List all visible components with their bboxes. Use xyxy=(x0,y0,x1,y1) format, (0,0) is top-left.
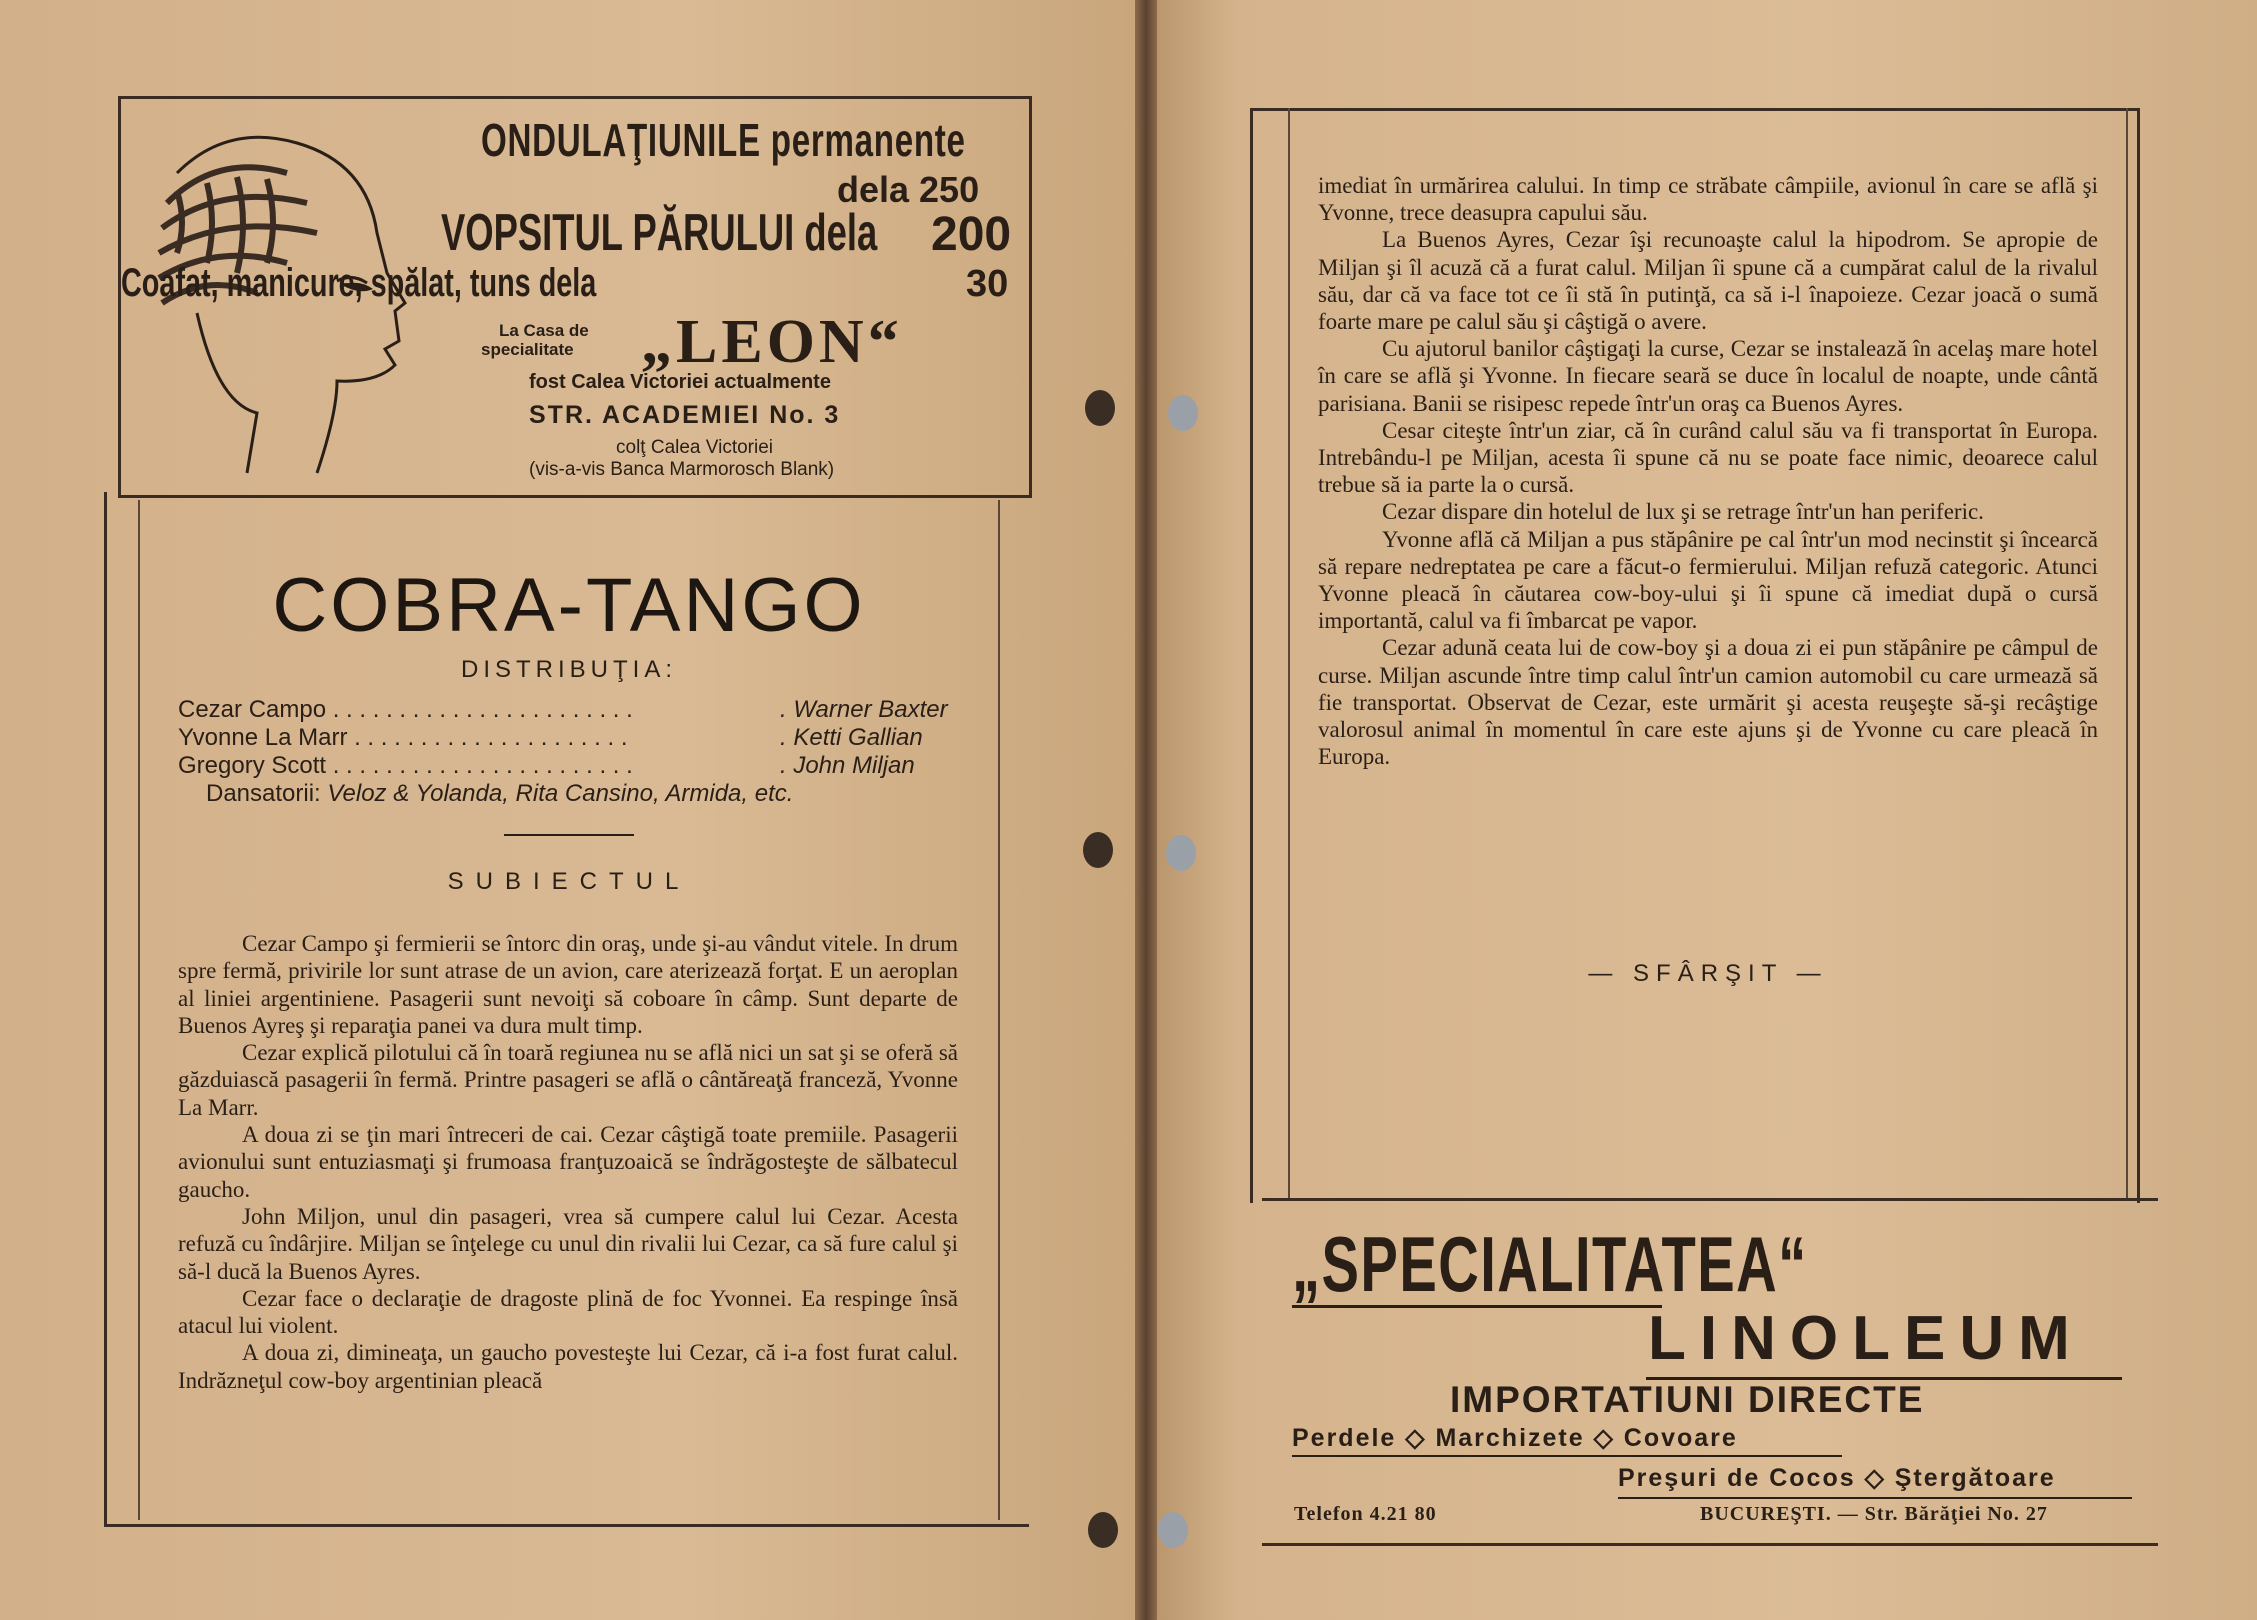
subject-paragraph: John Miljon, unul din pasageri, vrea să cumpere calul lui Cezar. Acesta refuză cu îndârjire. Miljan se înţelege cu unul din rivalii lui Cezar, ca să fure calul şi să-l ducă la Buenos Ayres. xyxy=(178,1203,958,1284)
binding-hole xyxy=(1083,832,1113,868)
ad-hairdressing: Coafat, manicure, spălat, tuns dela xyxy=(121,261,597,305)
shop-address: BUCUREŞTI. — Str. Bărăţiei No. 27 xyxy=(1700,1503,2048,1525)
binding-hole xyxy=(1168,395,1198,431)
subject-heading: SUBIECTUL xyxy=(447,868,691,895)
binding-hole xyxy=(1166,835,1196,871)
story-paragraph: Cezar adună ceata lui de cow-boy şi a doua zi ei pun stăpânire pe câmpul de curse. Miljan ascunde între timp calul într'un camion automobil cu care urmează să fie transportat. Observat de Cezar, este urmărit şi acesta reuşeşte să-şi recâştige valorosul animal în momentul în care este ajuns şi de Yvonne cu care pleacă în Europa. xyxy=(1318,635,2098,770)
section-divider xyxy=(504,834,634,836)
film-title: COBRA-TANGO xyxy=(272,563,866,648)
ad-corner: colţ Calea Victoriei xyxy=(616,437,774,458)
ad-price-hairdressing: 30 xyxy=(966,263,1009,305)
booklet-spine xyxy=(1135,0,1157,1620)
program-content xyxy=(138,500,1000,1520)
product-list-1: Perdele ◇ Marchizete ◇ Covoare xyxy=(1292,1424,1738,1452)
story-paragraph: Yvonne află că Miljan a pus stăpânire pe cal într'un mod necinstit şi încearcă să repare nedreptatea pe care a făcut-o fermierului. Miljan refuză categoric. Atunci Yvonne pleacă în căutarea cow-boy-ului şi îi spune că imediat după o cursă importantă, calul va fi îmbarcat pe vapor. xyxy=(1318,526,2098,634)
story-paragraph: La Buenos Ayres, Cezar îşi recunoaşte calul la hipodrom. Se apropie de Miljan şi îl acuză că a furat calul. Miljan îi spune că a cumpărat calul de la rivalul său, dar că va face tot ce îi stă în putinţă, ca să i-l înapoieze. Cezar joacă o sumă foarte mare pe calul său şi câştigă o avere. xyxy=(1318,227,2098,335)
binding-hole xyxy=(1085,390,1115,426)
cast-role: Cezar Campo . . . . . . . . . . . . . . . . . . . . . . . xyxy=(178,696,633,723)
story-paragraph: Cu ajutorul banilor câştigaţi la curse, Cezar se instalează în acelaş mare hotel în care se află şi Yvonne. In fiecare seară se duce în localul de noapte, unde cântă parisiana. Banii se risipesc repede într'un oraş ca Buenos Ayres. xyxy=(1318,336,2098,416)
ad-price-permanent: dela 250 xyxy=(837,169,980,210)
subject-paragraph: A doua zi, dimineaţa, un gaucho povesteşte lui Cezar, că i-a fost furat calul. Indrăzneţul cow-boy argentinian pleacă xyxy=(178,1340,958,1393)
ad-brand-leon: „LEON“ xyxy=(641,308,903,376)
ad-street: STR. ACADEMIEI No. 3 xyxy=(529,401,841,429)
dancers-line xyxy=(206,780,793,808)
product-list-underline xyxy=(1292,1455,1842,1457)
subject-text xyxy=(178,930,958,1394)
binding-hole xyxy=(1158,1512,1188,1548)
cast-heading: DISTRIBUŢIA: xyxy=(460,656,677,683)
ad-hair-dye: VOPSITUL PĂRULUI dela xyxy=(441,204,878,262)
binding-hole xyxy=(1088,1512,1118,1548)
subject-paragraph: A doua zi se ţin mari întreceri de cai. Cezar câştigă toate premiile. Pasagerii avionului sunt entuziasmaţi şi frumoasa franţuzoaică se îndrăgosteşte de sălbatecul gaucho. xyxy=(178,1122,958,1202)
ad-former-address: fost Calea Victoriei actualmente xyxy=(529,371,831,393)
subject-paragraph: Cezar explică pilotului că în toară regiunea nu se află nici un sat şi se oferă să găzduiască pasagerii în fermă. Printre pasageri se află o cântăreaţă franceză, Yvonne La Marr. xyxy=(178,1040,958,1120)
cast-actor: . Ketti Gallian xyxy=(780,724,923,751)
ad-opposite: (vis-a-vis Banca Marmorosch Blank) xyxy=(529,459,835,480)
ad-specialty-house xyxy=(481,321,589,359)
subject-paragraph: Cezar Campo şi fermierii se întorc din oraş, unde şi-au vândut vitele. In drum spre fermă, privirile lor sunt atrase de un avion, care aterizează forţat. E un aeroplan al liniei argentiniene. Pasagerii sunt nevoiţi să coboare în câmp. Sunt departe de Buenos Ayreş şi reparaţia panei va dura mult timp. xyxy=(178,931,958,1038)
linoleum-advertisement xyxy=(1262,1198,2158,1546)
dancers-names: Veloz & Yolanda, Rita Cansino, Armida, etc. xyxy=(327,780,794,807)
story-text xyxy=(1318,172,2098,770)
cast-role: Yvonne La Marr . . . . . . . . . . . . . . . . . . . . . xyxy=(178,724,628,751)
product-name: LINOLEUM xyxy=(1648,1304,2084,1373)
story-paragraph: imediat în urmărirea calului. In timp ce străbate câmpiile, avionul în care se află şi Yvonne, trece deasupra capului său. xyxy=(1318,173,2098,226)
ad-permanent-waves: ONDULAŢIUNILE permanente xyxy=(481,114,966,166)
company-underline xyxy=(1292,1305,1662,1308)
company-name: „SPECIALITATEA“ xyxy=(1292,1220,1808,1308)
the-end: — SFÂRŞIT — xyxy=(1588,960,1828,987)
phone-number: Telefon 4.21 80 xyxy=(1294,1503,1437,1525)
story-paragraph: Cezar dispare din hotelul de lux şi se retrage într'un han periferic. xyxy=(1382,499,1984,525)
subject-paragraph: Cezar face o declaraţie de dragoste plină de foc Yvonnei. Ea respinge însă atacul lui violent. xyxy=(178,1285,958,1339)
ad-casa-line1: La Casa de xyxy=(499,321,589,340)
story-content xyxy=(1288,108,2128,1200)
dancers-label: Dansatorii: xyxy=(206,780,321,807)
cast-role: Gregory Scott . . . . . . . . . . . . . . . . . . . . . . . xyxy=(178,752,633,779)
product-list-underline xyxy=(1618,1497,2132,1499)
ad-casa-line2: specialitate xyxy=(481,340,574,359)
cast-actor: . Warner Baxter xyxy=(780,696,948,723)
leon-advertisement xyxy=(118,96,1032,498)
import-subtitle: IMPORTATIUNI DIRECTE xyxy=(1450,1379,1925,1420)
story-paragraph: Cesar citeşte într'un ziar, că în curând calul său va fi transportat în Europa. Intrebându-l pe Miljan, acesta îi spune că nu se poate face nimic, deoarece calul trebue să ia parte la o cursă. xyxy=(1318,417,2098,498)
product-list-2: Preşuri de Cocos ◇ Ştergătoare xyxy=(1618,1464,2056,1492)
cast-actor: . John Miljan xyxy=(780,752,915,779)
ad-price-dye: 200 xyxy=(931,208,1012,261)
